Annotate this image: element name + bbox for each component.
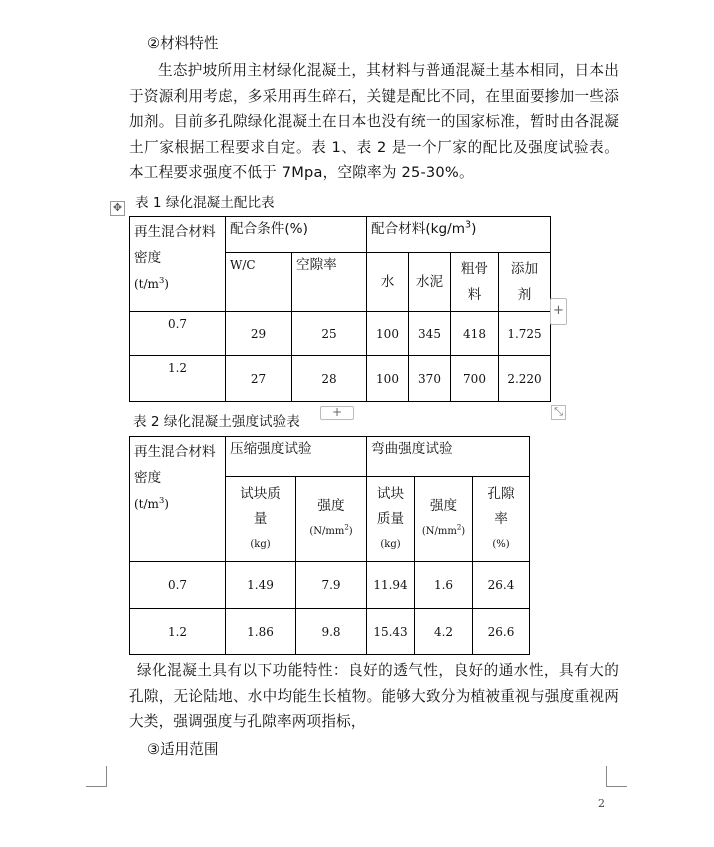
table2-bend-mass-header: 试块质量 (kg): [367, 477, 415, 562]
plus-icon: +: [331, 405, 343, 419]
table-move-handle[interactable]: [110, 201, 125, 216]
table1-mix-ratio: [129, 216, 551, 402]
page-corner-mark-left: [86, 766, 107, 787]
table2-porosity-header: 孔隙率 (%): [473, 477, 530, 562]
table-resize-handle[interactable]: [551, 405, 566, 420]
resize-icon: ⤡: [554, 405, 563, 418]
body-paragraph-features: 绿化混凝土具有以下功能特性：良好的透气性，良好的通水性，具有大的孔隙，无论陆地、水中均能生长植物。能够大致分为植被重视与强度重视两大类，强调强度与孔隙率两项指标，: [129, 662, 619, 731]
table2-density-header: 再生混合材料密度 $(t/m^3)$: [130, 437, 226, 562]
table1-materials-header: 配合材料$(kg/m^3)$: [367, 217, 551, 253]
table2-strength-test: [129, 436, 530, 655]
table1-caption: 表 1 绿化混凝土配比表: [135, 195, 275, 211]
table2-compressive-header: 压缩强度试验: [226, 437, 367, 477]
add-column-button[interactable]: [550, 298, 567, 325]
table1-conditions-header: 配合条件(%): [226, 217, 367, 253]
table2-bend-strength-header: 强度 $(N/mm^2)$: [415, 477, 473, 562]
page-number: 2: [598, 797, 605, 810]
table2-bending-header: 弯曲强度试验: [367, 437, 530, 477]
move-icon: ✥: [112, 201, 123, 214]
table1-aggregate-header: 粗骨料: [451, 253, 499, 312]
table2-caption: 表 2 绿化混凝土强度试验表: [133, 414, 300, 430]
table2-comp-strength-header: 强度 $(N/mm^2)$: [296, 477, 367, 562]
add-row-button[interactable]: [320, 406, 354, 420]
table-row: 0.7 1.49 7.9 11.94 1.6 26.4: [130, 562, 530, 609]
table1-void-header: 空隙率: [292, 253, 367, 312]
page-corner-mark-right: [606, 766, 627, 787]
table1-additive-header: 添加剂: [499, 253, 551, 312]
table1-wc-header: W/C: [226, 253, 292, 312]
table1-cement-header: 水泥: [409, 253, 451, 312]
table-row: 1.2 1.86 9.8 15.43 4.2 26.6: [130, 609, 530, 655]
body-paragraph: 生态护坡所用主材绿化混凝土，其材料与普通混凝土基本相同，日本出于资源利用考虑，多采用再生碎石，关键是配比不同，在里面要掺加一些添加剂。目前多孔隙绿化混凝土在日本也没有统一的国家标准，暂时由各混凝土厂家根据工程要求自定。表 1、表 2 是一个厂家的配比及强度试验表。本工程要求强度不低于 7Mpa，空隙率为 25-30%。: [129, 62, 619, 182]
plus-icon: +: [553, 303, 564, 318]
table-row: 1.2 27 28 100 370 700 2.220: [130, 356, 551, 402]
table2-comp-mass-header: 试块质量 (kg): [226, 477, 296, 562]
table1-water-header: 水: [367, 253, 409, 312]
table1-density-header: 再生混合材料密度 $(t/m^3)$: [130, 217, 226, 312]
section-heading: ②材料特性: [147, 35, 219, 52]
table-row: 0.7 29 25 100 345 418 1.725: [130, 312, 551, 356]
section-heading-scope: ③适用范围: [147, 741, 219, 758]
